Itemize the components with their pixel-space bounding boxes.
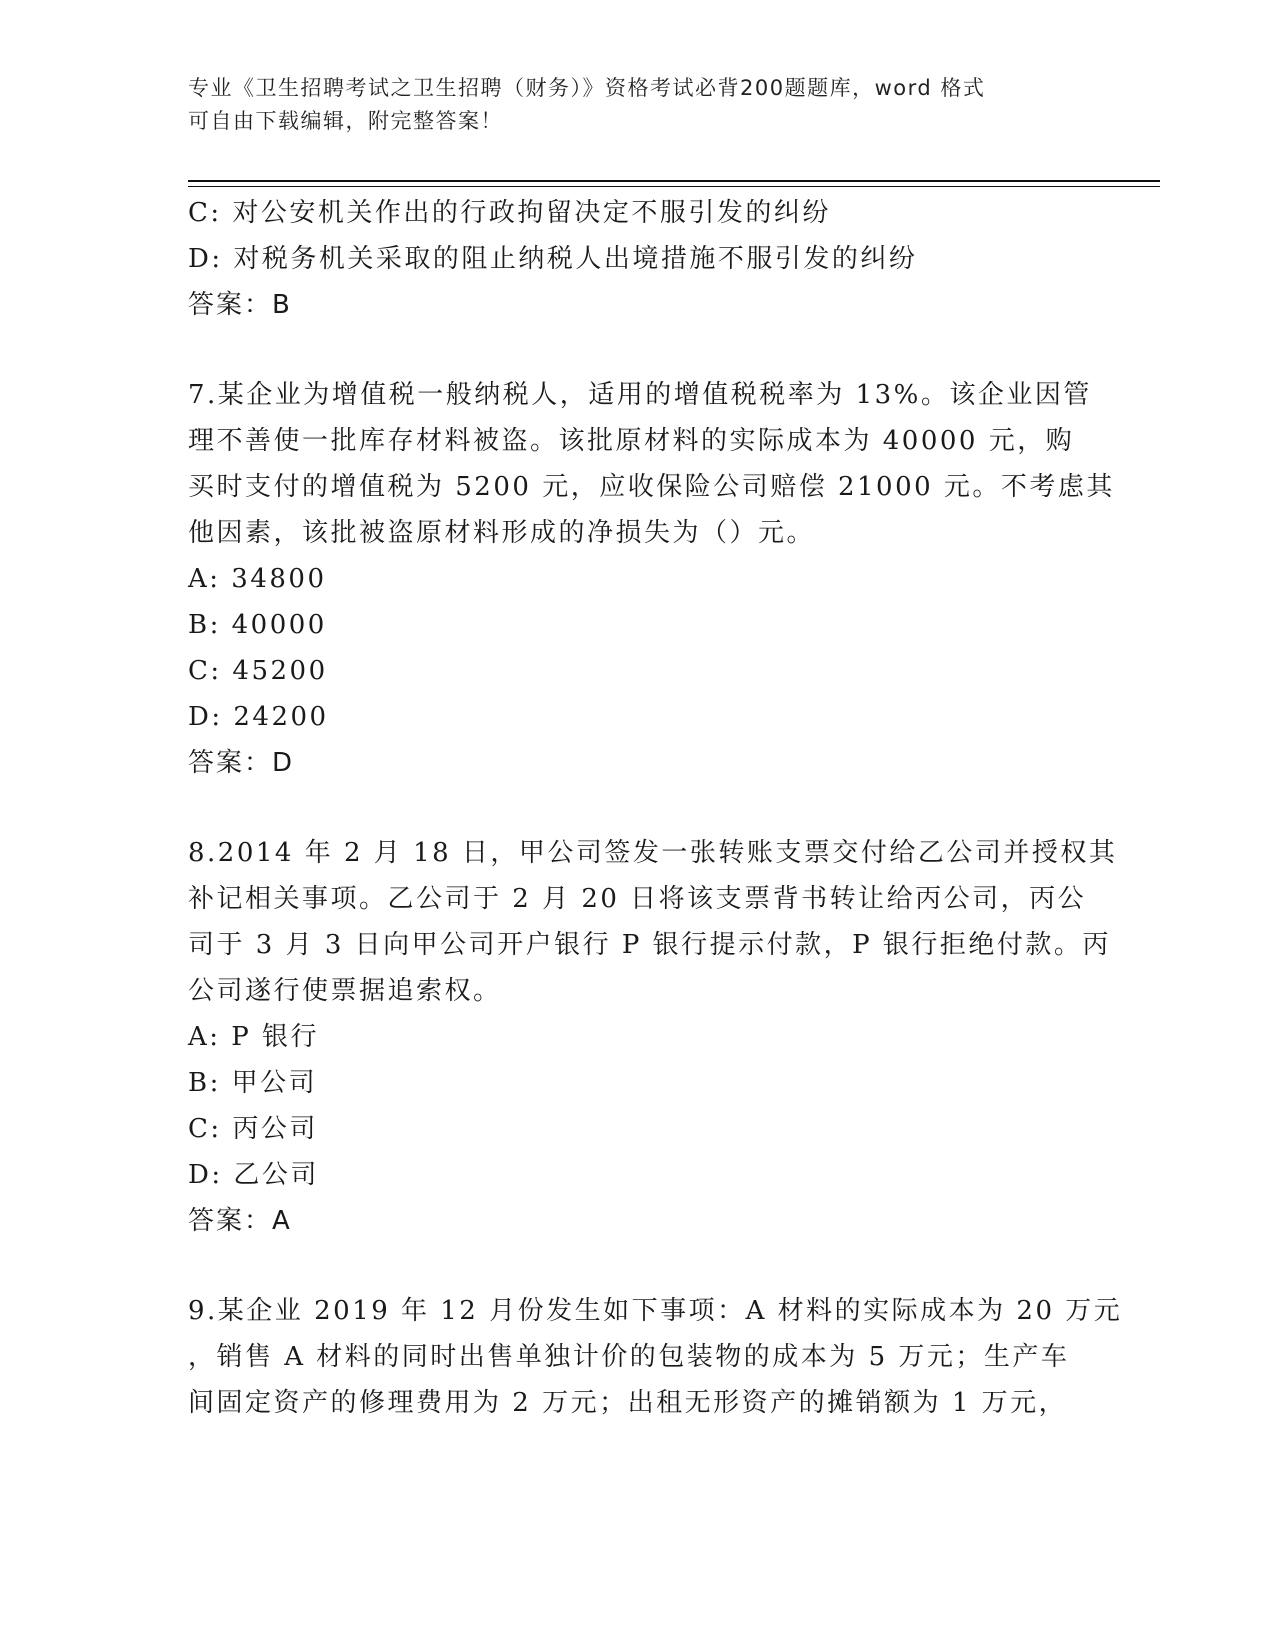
header-rule-thin [188, 186, 1160, 187]
question-text-line: 理不善使一批库存材料被盗。该批原材料的实际成本为 40000 元，购 [188, 426, 1075, 456]
question-8 [188, 830, 1118, 1244]
question-text-line: 买时支付的增值税为 5200 元，应收保险公司赔偿 21000 元。不考虑其 [188, 472, 1115, 502]
option-c: C: 45200 [188, 656, 328, 686]
option-b: B: 40000 [188, 610, 327, 640]
question-text-line: 补记相关事项。乙公司于 2 月 20 日将该支票背书转让给丙公司，丙公 [188, 884, 1087, 914]
answer: 答案：A [188, 1206, 292, 1236]
document-body [188, 190, 1123, 1426]
question-text-line: 间固定资产的修理费用为 2 万元；出租无形资产的摊销额为 1 万元， [188, 1388, 1068, 1418]
question-text-line: 8.2014 年 2 月 18 日，甲公司签发一张转账支票交付给乙公司并授权其 [188, 838, 1118, 868]
option-c: C: 丙公司 [188, 1114, 318, 1144]
question-text-line: ，销售 A 材料的同时出售单独计价的包装物的成本为 5 万元；生产车 [188, 1342, 1070, 1372]
option-a: A: 34800 [188, 564, 327, 594]
question-9 [188, 1288, 1123, 1426]
answer: 答案：B [188, 290, 292, 320]
option-d: D: 乙公司 [188, 1160, 319, 1190]
spacer [188, 1244, 1088, 1288]
question-text-line: 7.某企业为增值税一般纳税人，适用的增值税税率为 13%。该企业因管 [188, 380, 1092, 410]
option-d: D: 对税务机关采取的阻止纳税人出境措施不服引发的纠纷 [188, 244, 918, 274]
answer: 答案：D [188, 748, 295, 778]
spacer [188, 328, 1088, 372]
option-c: C: 对公安机关作出的行政拘留决定不服引发的纠纷 [188, 198, 831, 228]
header-rule-thick [188, 180, 1160, 182]
question-text-line: 司于 3 月 3 日向甲公司开户银行 P 银行提示付款，P 银行拒绝付款。丙 [188, 930, 1111, 960]
question-text-line: 9.某企业 2019 年 12 月份发生如下事项：A 材料的实际成本为 20 万元 [188, 1296, 1123, 1326]
option-b: B: 甲公司 [188, 1068, 318, 1098]
question-text-line: 他因素，该批被盗原材料形成的净损失为（）元。 [188, 518, 816, 548]
spacer [188, 786, 1088, 830]
prev-question [188, 190, 1088, 328]
question-7 [188, 372, 1115, 786]
header-line-1: 专业《卫生招聘考试之卫生招聘（财务）》资格考试必背200题题库，word 格式 [188, 76, 986, 100]
header-line-2: 可自由下载编辑，附完整答案！ [188, 109, 503, 133]
option-a: A: P 银行 [188, 1022, 320, 1052]
option-d: D: 24200 [188, 702, 329, 732]
question-text-line: 公司遂行使票据追索权。 [188, 976, 502, 1006]
document-header [188, 72, 1088, 138]
